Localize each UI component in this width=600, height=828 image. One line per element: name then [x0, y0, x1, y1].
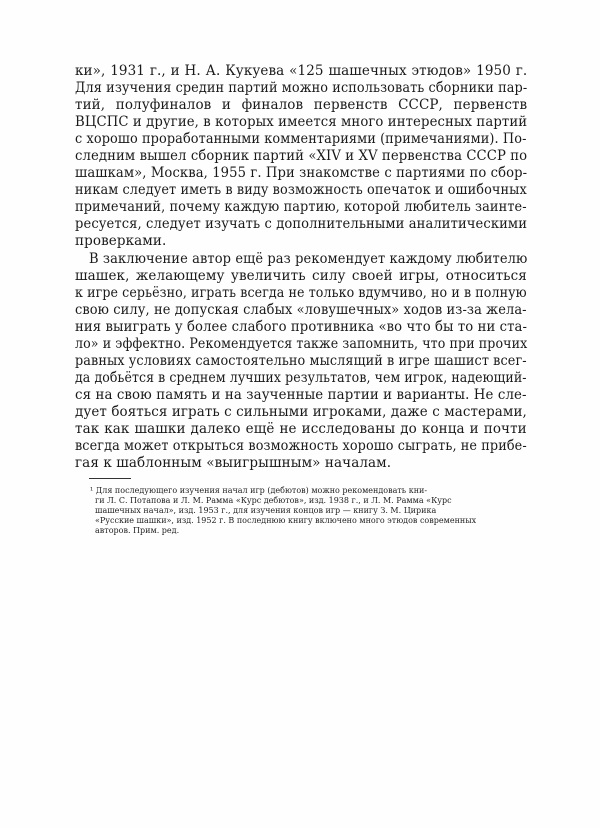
body-line-2: Для изучения средин партий можно использовать сборники пар- [75, 80, 528, 96]
body-line-7: шашкам», Москва, 1955 г. При знакомстве с партиями по сбор- [75, 165, 528, 181]
body-line-11: проверками. [75, 233, 167, 249]
body-line-6: следним вышел сборник партий «XIV и XV первенства СССР по [75, 148, 528, 164]
body-line-24: гая к шаблонным «выигрышным» началам. [75, 455, 392, 471]
body-line-22: так как шашки далеко ещё не исследованы до конца и почти [75, 421, 527, 437]
body-line-9: примечаний, почему каждую партию, которой любитель заинте- [75, 199, 527, 215]
body-line-17: ло» и эффектно. Рекомендуется также запомнить, что при прочих [75, 336, 528, 352]
body-line-14: к игре серьёзно, играть всегда не только вдумчиво, но и в полную [75, 285, 527, 301]
body-line-1: ки», 1931 г., и Н. А. Кукуева «125 шашечных этюдов» 1950 г. [75, 63, 528, 79]
paragraph-start-line: В заключение автор ещё раз рекомендует каждому любителю [89, 251, 528, 267]
footnote-separator [89, 478, 131, 479]
body-line-23: всегда может открыться возможность хорошо сыграть, не прибе- [75, 438, 527, 454]
body-line-3: тий, полуфиналов и финалов первенств СССР, первенств [75, 97, 528, 113]
body-line-8: никам следует иметь в виду возможность опечаток и ошибочных [75, 182, 527, 198]
body-line-18: равных условиях самостоятельно мыслящий в игре шашист всег- [75, 353, 527, 369]
body-line-20: ся на свою память и на заученные партии и варианты. Не сле- [75, 387, 527, 403]
body-line-10: ресуется, следует изучать с дополнительными аналитическими [75, 216, 528, 232]
footnote-line-5: авторов. Прим. ред. [95, 526, 180, 535]
footnote-line-3: шашечных начал», изд. 1953 г., для изучения концов игр — книгу З. М. Цирика [95, 506, 437, 515]
body-line-5: с хорошо проработанными комментариями (примечаниями). По- [75, 131, 527, 147]
body-line-21: дует бояться играть с сильными игроками, даже с мастерами, [75, 404, 527, 420]
body-line-16: ния выиграть у более слабого противника «во что бы то ни ста- [75, 319, 528, 335]
footnote-line-2: ги Л. С. Потапова и Л. М. Рамма «Курс дебютов», изд. 1938 г., и Л. М. Рамма «Курс [95, 496, 452, 505]
footnote-line-1: ¹ Для последующего изучения начал игр (дебютов) можно рекомендовать кни- [90, 486, 428, 495]
body-line-19: да добьётся в среднем лучших результатов, чем игрок, надеющий- [75, 370, 527, 386]
footnote-line-4: «Русские шашки», изд. 1952 г. В последнюю книгу включено много этюдов современных [95, 516, 477, 525]
body-line-13: шашек, желающему увеличить силу своей игры, относиться [75, 268, 527, 284]
body-line-15: свою силу, не допуская слабых «ловушечных» ходов из-за жела- [75, 302, 527, 318]
body-line-4: ВЦСПС и другие, в которых имеется много интересных партий [75, 114, 528, 130]
